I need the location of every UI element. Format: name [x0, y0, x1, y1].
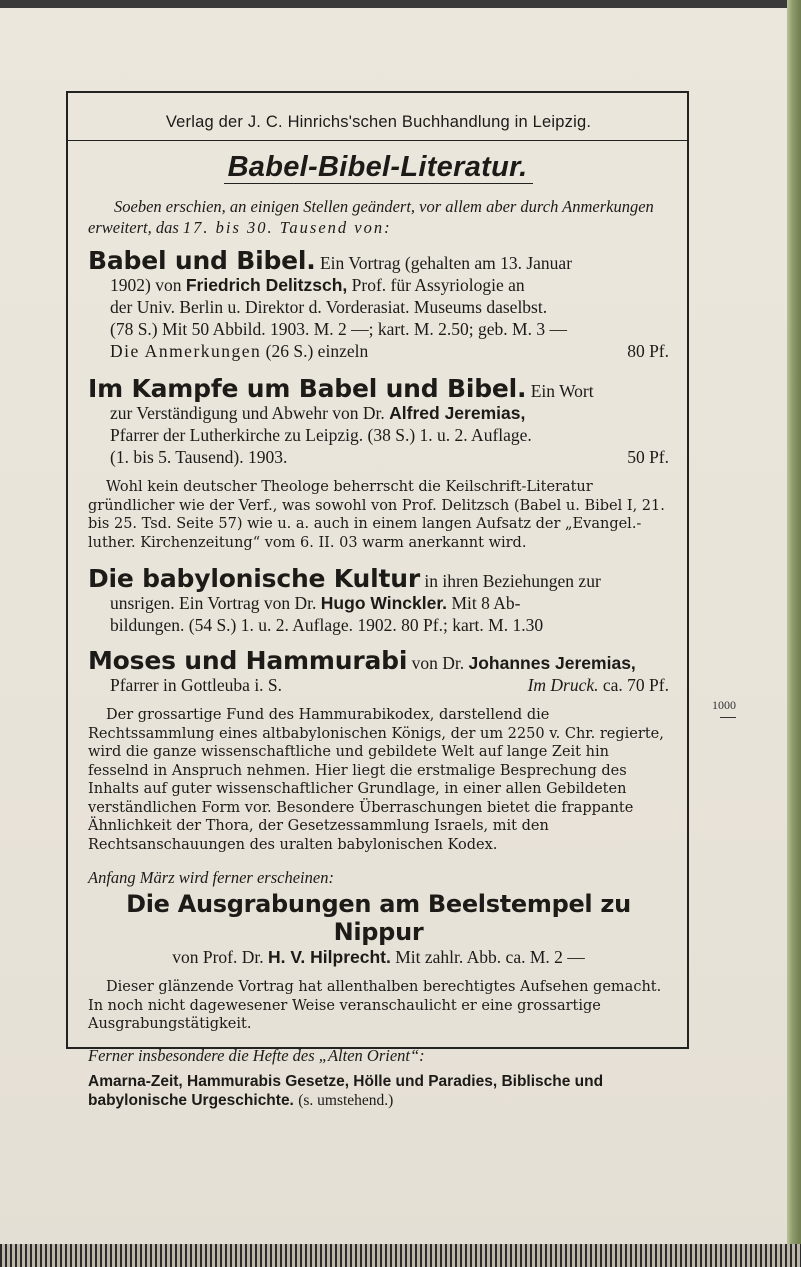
margin-annotation: 1000 [712, 698, 736, 718]
entry-babel-und-bibel: Babel und Bibel. Ein Vortrag (gehalten am 13. Januar 1902) von Friedrich Delitzsch, Prof. für Assyriologie an der Univ. Berlin u. Direktor d. Vorderasiat. Museums daselbst. (78 S.) Mit 50 Abbild. 1903. M. 2 —; kart. M. 2.50; geb. M. 3 — Die Anmerkungen (26 S.) einzeln 80 Pf. [88, 246, 669, 361]
upcoming-note: Dieser glänzende Vortrag hat allenthalben berechtigtes Aufsehen gemacht. In noch nicht dagewesener Weise veranschaulicht er eine grossartige Ausgrabungstätigkeit. [88, 979, 662, 1032]
author-name: Hugo Winckler. [320, 593, 448, 613]
scan-right-edge [787, 0, 801, 1267]
intro-text: Soeben erschien, an einigen Stellen geändert, vor allem aber durch Anmerkungen erweitert, das 17. bis 30. Tausend von: [88, 197, 654, 237]
entry-moses-und-hammurabi: Moses und Hammurabi von Dr. Johannes Jeremias, Pfarrer in Gottleuba i. S. Im Druck. ca. 70 Pf. Der grossartige Fund des Hammurabikodex, darstellend die Rechtssammlung eines altbabylonischen Königs, der um 2250 v. Chr. regierte, wird die ganze wissenschaftliche und gebildete Welt auf lange Zeit hin fesselnd in Anspruch nehmen. Hier liegt die erstmalige Besprechung des Inhalts auf guter wissenschaftlicher Grundlage, in einer allen Gebildeten verständlichen Form vor. Besondere Überraschungen bietet die frappante Ähnlichkeit der Thora, der Gesetzessammlung Israels, mit den Rechtsanschauungen des uralten babylonischen Kodex. [88, 646, 669, 853]
price: 80 Pf.; kart. M. 1.30 [401, 615, 544, 635]
further-list: Amarna-Zeit, Hammurabis Gesetze, Hölle und Paradies, Biblische und babylonische Urgeschichte. (s. umstehend.) [88, 1072, 604, 1109]
advertisement-frame [66, 91, 689, 1109]
upcoming-byline: von Prof. Dr. H. V. Hilprecht. Mit zahlr. Abb. ca. M. 2 — [172, 947, 585, 967]
publisher-header: Verlag der J. C. Hinrichs'schen Buchhandlung in Leipzig. [165, 113, 592, 131]
entry-title: Die babylonische Kultur [88, 564, 420, 593]
author-name: H. V. Hilprecht. [267, 947, 391, 967]
author-name: Friedrich Delitzsch, [185, 275, 348, 295]
price: 50 Pf. [627, 447, 669, 467]
price: 80 Pf. [627, 341, 669, 361]
further-label: Ferner insbesondere die Hefte des „Alten Orient“: [88, 1045, 425, 1065]
upcoming-label: Anfang März wird ferner erscheinen: [88, 868, 334, 887]
header-rule [68, 140, 687, 141]
intro-edition: 17. bis 30. Tausend von: [182, 218, 392, 237]
author-name: Johannes Jeremias, [468, 653, 636, 673]
author-name: Alfred Jeremias, [389, 403, 526, 423]
entry-note: Der grossartige Fund des Hammurabikodex, darstellend die Rechtssammlung eines altbabylonischen Königs, der um 2250 v. Chr. regierte, wird die ganze wissenschaftliche und gebildete Welt auf lange Zeit hin fesselnd in Anspruch nehmen. Hier liegt die erstmalige Besprechung des Inhalts auf guter wissenschaftlicher Grundlage, in einer allen Gebildeten verständlichen Form vor. Besondere Überraschungen bietet die frappante Ähnlichkeit der Thora, der Gesetzessammlung Israels, mit den Rechtsanschauungen des uralten babylonischen Kodex. [88, 707, 664, 853]
entry-title: Im Kampfe um Babel und Bibel. [88, 374, 527, 403]
scan-top-edge [0, 0, 801, 8]
entry-note: Wohl kein deutscher Theologe beherrscht die Keilschrift-Literatur gründlicher wie der Verf., was sowohl von Prof. Delitzsch (Babel u. Bibel I, 21. bis 25. Tsd. Seite 57) wie u. a. auch in einem langen Aufsatz der „Evangel.-luther. Kirchenzeitung“ vom 6. II. 03 warm anerkannt wird. [88, 479, 665, 551]
scan-bottom-edge [0, 1244, 801, 1267]
entry-title: Babel und Bibel. [88, 246, 316, 275]
entry-im-kampfe: Im Kampfe um Babel und Bibel. Ein Wort zur Verständigung und Abwehr von Dr. Alfred Jeremias, Pfarrer der Lutherkirche zu Leipzig. (38 S.) 1. u. 2. Auflage. (1. bis 5. Tausend). 1903. 50 Pf. Wohl kein deutscher Theologe beherrscht die Keilschrift-Literatur gründlicher wie der Verf., was sowohl von Prof. Delitzsch (Babel u. Bibel I, 21. bis 25. Tsd. Seite 57) wie u. a. auch in einem langen Aufsatz der „Evangel.-luther. Kirchenzeitung“ vom 6. II. 03 warm anerkannt wird. [88, 374, 669, 551]
entry-babylonische-kultur: Die babylonische Kultur in ihren Beziehungen zur unsrigen. Ein Vortrag von Dr. Hugo Winckler. Mit 8 Ab- bildungen. (54 S.) 1. u. 2. Auflage. 1902. 80 Pf.; kart. M. 1.30 [88, 564, 601, 635]
status-in-print: Im Druck. [527, 675, 599, 695]
upcoming-title: Die Ausgrabungen am Beelstempel zu Nippur [126, 890, 631, 946]
entry-title: Moses und Hammurabi [88, 646, 408, 675]
page-title: Babel-Bibel-Literatur. [88, 151, 669, 184]
price: ca. 70 Pf. [602, 675, 669, 695]
